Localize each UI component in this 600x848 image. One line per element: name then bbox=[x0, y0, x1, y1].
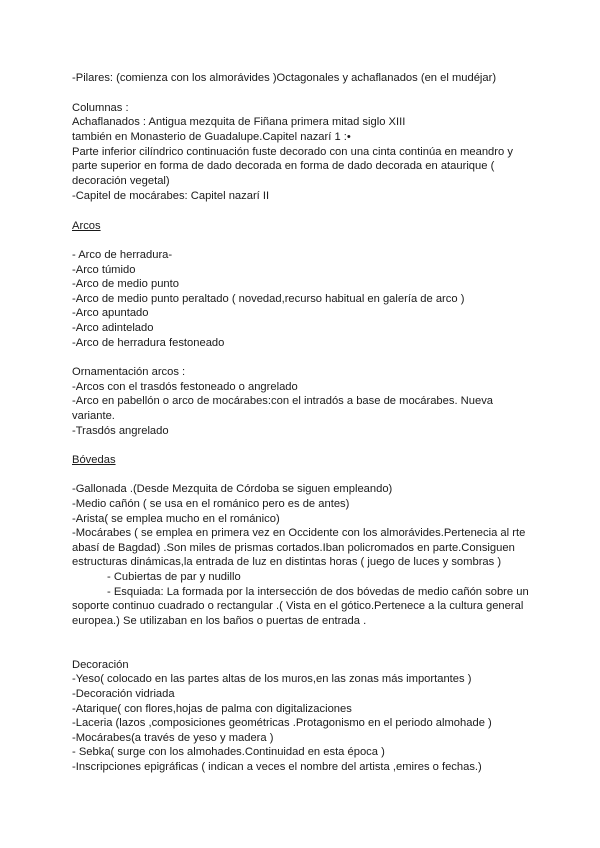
arcos-heading: Arcos bbox=[72, 220, 101, 232]
columnas-line: decoración vegetal) bbox=[72, 175, 170, 187]
bovedas-line: soporte continuo cuadrado o rectangular .( Vista en el gótico.Pertenece a la cultura general bbox=[72, 600, 524, 612]
decoracion-item: -Yeso( colocado en las partes altas de los muros,en las zonas más importantes ) bbox=[72, 673, 472, 685]
ornamentacion-line: -Arcos con el trasdós festoneado o angrelado bbox=[72, 381, 298, 393]
arcos-item: -Arco adintelado bbox=[72, 322, 154, 334]
columnas-line: también en Monasterio de Guadalupe.Capitel nazarí 1 :• bbox=[72, 131, 351, 143]
decoracion-item: -Decoración vidriada bbox=[72, 688, 175, 700]
columnas-line: parte superior en forma de dado decorada en forma de dado decorada en ataurique ( bbox=[72, 160, 495, 172]
columnas-heading: Columnas : bbox=[72, 102, 129, 114]
decoracion-item: -Mocárabes(a través de yeso y madera ) bbox=[72, 732, 274, 744]
columnas-line: Achaflanados : Antigua mezquita de Fiñana primera mitad siglo XIII bbox=[72, 116, 406, 128]
bovedas-line: estructuras dinámicas,la entrada de luz en distintas horas ( juego de luces y sombras ) bbox=[72, 556, 502, 568]
arcos-item: -Arco apuntado bbox=[72, 307, 149, 319]
decoracion-item: -Inscripciones epigráficas ( indican a veces el nombre del artista ,emires o fechas.) bbox=[72, 761, 482, 773]
bovedas-line: abasí de Bagdad) .Son miles de prismas cortados.Iban policromados en parte.Consiguen bbox=[72, 542, 515, 554]
decoracion-item: -Laceria (lazos ,composiciones geométricas .Protagonismo en el periodo almohade ) bbox=[72, 717, 492, 729]
arcos-item: - Arco de herradura- bbox=[72, 249, 173, 261]
columnas-line: -Capitel de mocárabes: Capitel nazarí II bbox=[72, 190, 270, 202]
decoracion-item: - Sebka( surge con los almohades.Continuidad en esta época ) bbox=[72, 746, 385, 758]
bovedas-line: -Medio cañón ( se usa en el románico pero es de antes) bbox=[72, 498, 350, 510]
ornamentacion-line: -Trasdós angrelado bbox=[72, 425, 169, 437]
bovedas-line: -Arista( se emplea mucho en el románico) bbox=[72, 513, 280, 525]
columnas-line: Parte inferior cilíndrico continuación fuste decorado con una cinta continúa en meandro y bbox=[72, 146, 513, 158]
bovedas-sub-item: - Cubiertas de par y nudillo bbox=[107, 571, 241, 583]
bovedas-line: europea.) Se utilizaban en los baños o puertas de entrada . bbox=[72, 615, 367, 627]
ornamentacion-line: -Arco en pabellón o arco de mocárabes:con el intradós a base de mocárabes. Nueva bbox=[72, 395, 494, 407]
arcos-item: -Arco de medio punto bbox=[72, 278, 179, 290]
bovedas-line: -Gallonada .(Desde Mezquita de Córdoba se siguen empleando) bbox=[72, 483, 393, 495]
arcos-item: -Arco túmido bbox=[72, 264, 136, 276]
arcos-item: -Arco de herradura festoneado bbox=[72, 337, 225, 349]
arcos-item: -Arco de medio punto peraltado ( novedad,recurso habitual en galería de arco ) bbox=[72, 293, 465, 305]
decoracion-heading: Decoración bbox=[72, 659, 129, 671]
pilares-line: -Pilares: (comienza con los almorávides )Octagonales y achaflanados (en el mudéjar) bbox=[72, 72, 497, 84]
decoracion-item: -Atarique( con flores,hojas de palma con digitalizaciones bbox=[72, 703, 352, 715]
ornamentacion-heading: Ornamentación arcos : bbox=[72, 366, 186, 378]
ornamentacion-line: variante. bbox=[72, 410, 115, 422]
bovedas-line: -Mocárabes ( se emplea en primera vez en Occidente con los almorávides.Pertenecia al rte bbox=[72, 527, 526, 539]
bovedas-heading: Bóvedas bbox=[72, 454, 116, 466]
bovedas-sub-item: - Esquiada: La formada por la intersección de dos bóvedas de medio cañón sobre un bbox=[107, 586, 529, 598]
